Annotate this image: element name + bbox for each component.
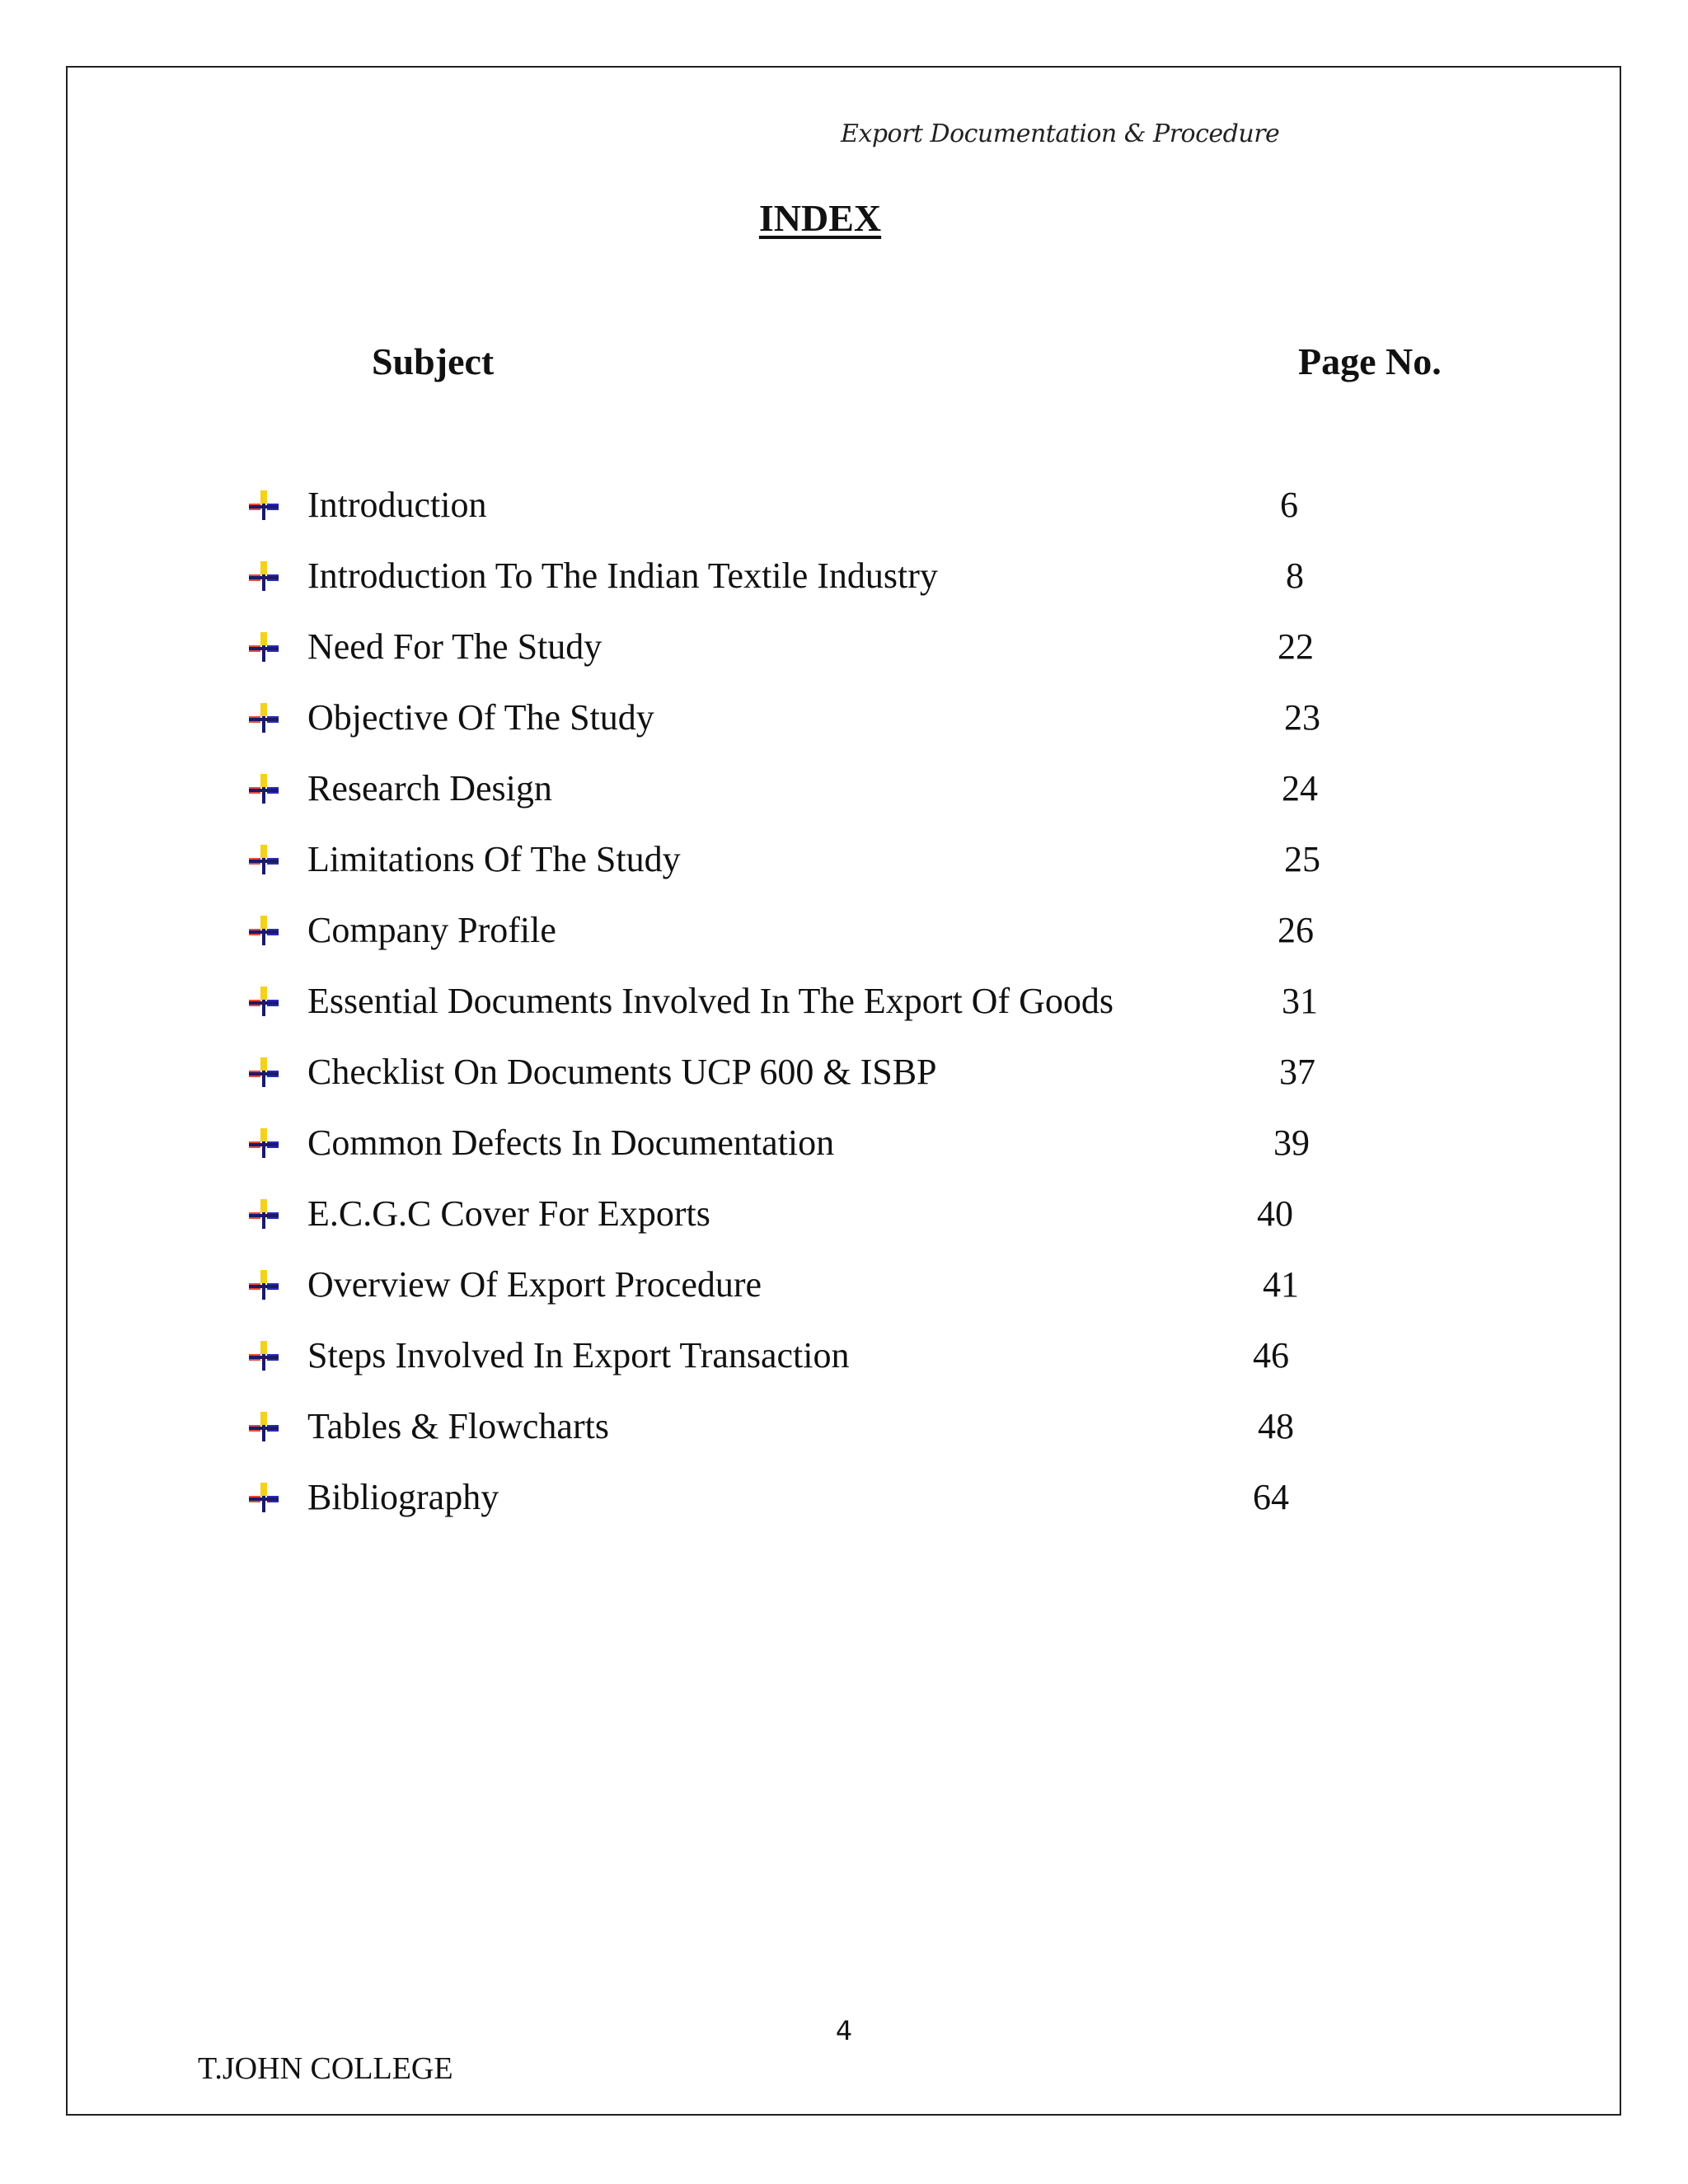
index-title: INDEX (758, 197, 882, 239)
arrow-bullet-icon (247, 560, 280, 593)
running-header: Export Documentation & Procedure (841, 120, 1280, 148)
toc-entry (0, 480, 1688, 530)
arrow-bullet-icon (247, 489, 280, 522)
toc-entry-title: Research Design (307, 768, 552, 808)
page-number: 4 (835, 2015, 853, 2046)
toc-entry-title: Introduction To The Indian Textile Industry (307, 555, 938, 596)
subject-column-header: Subject (372, 340, 495, 382)
arrow-bullet-icon (247, 1197, 280, 1230)
toc-entry (0, 764, 1688, 813)
arrow-bullet-icon (247, 1268, 280, 1301)
toc-entry-page: 48 (1258, 1406, 1294, 1446)
toc-entry-page: 23 (1284, 697, 1320, 738)
toc-entry (0, 906, 1688, 955)
page-no-column-header: Page No. (1298, 340, 1442, 382)
toc-entry-page: 37 (1279, 1052, 1315, 1092)
arrow-bullet-icon (247, 1339, 280, 1372)
arrow-bullet-icon (247, 914, 280, 947)
toc-entry-page: 22 (1278, 626, 1314, 667)
toc-entry-title: Steps Involved In Export Transaction (307, 1335, 850, 1376)
toc-entry-page: 40 (1257, 1193, 1293, 1234)
toc-entry (0, 622, 1688, 672)
toc-entry-page: 39 (1273, 1122, 1310, 1163)
toc-entry-title: Essential Documents Involved In The Export Of Goods (307, 981, 1114, 1021)
arrow-bullet-icon (247, 985, 280, 1018)
toc-entry (0, 551, 1688, 601)
toc-entry-title: Common Defects In Documentation (307, 1122, 835, 1163)
toc-entry-page: 24 (1282, 768, 1318, 808)
toc-entry (0, 1473, 1688, 1522)
toc-entry-title: Tables & Flowcharts (307, 1406, 609, 1446)
arrow-bullet-icon (247, 1127, 280, 1160)
toc-entry-page: 46 (1253, 1335, 1289, 1376)
toc-entry (0, 1402, 1688, 1451)
toc-entry (0, 1331, 1688, 1380)
toc-entry-page: 31 (1282, 981, 1318, 1021)
footer-college-name: T.JOHN COLLEGE (198, 2051, 453, 2086)
arrow-bullet-icon (247, 701, 280, 734)
toc-entry-title: Company Profile (307, 910, 556, 950)
arrow-bullet-icon (247, 630, 280, 663)
toc-entry (0, 1118, 1688, 1168)
toc-entry (0, 835, 1688, 884)
toc-entry-page: 6 (1280, 485, 1298, 525)
toc-entry (0, 1260, 1688, 1310)
toc-entry-title: Overview Of Export Procedure (307, 1264, 762, 1305)
toc-entry (0, 1189, 1688, 1239)
toc-entry-page: 25 (1284, 839, 1320, 879)
toc-entry-title: Need For The Study (307, 626, 603, 667)
toc-entry-page: 41 (1263, 1264, 1299, 1305)
toc-entry-title: Introduction (307, 485, 487, 525)
toc-entry (0, 977, 1688, 1026)
toc-entry-page: 26 (1278, 910, 1314, 950)
toc-entry-title: Objective Of The Study (307, 697, 654, 738)
arrow-bullet-icon (247, 1410, 280, 1443)
arrow-bullet-icon (247, 843, 280, 876)
toc-entry-title: E.C.G.C Cover For Exports (307, 1193, 710, 1234)
arrow-bullet-icon (247, 772, 280, 805)
toc-entry-page: 8 (1286, 555, 1304, 596)
arrow-bullet-icon (247, 1481, 280, 1514)
toc-entry-page: 64 (1253, 1477, 1289, 1517)
toc-entry-title: Limitations Of The Study (307, 839, 681, 879)
toc-entry-title: Bibliography (307, 1477, 499, 1517)
toc-entry-title: Checklist On Documents UCP 600 & ISBP (307, 1052, 937, 1092)
arrow-bullet-icon (247, 1056, 280, 1089)
toc-entry (0, 693, 1688, 743)
toc-entry (0, 1047, 1688, 1097)
